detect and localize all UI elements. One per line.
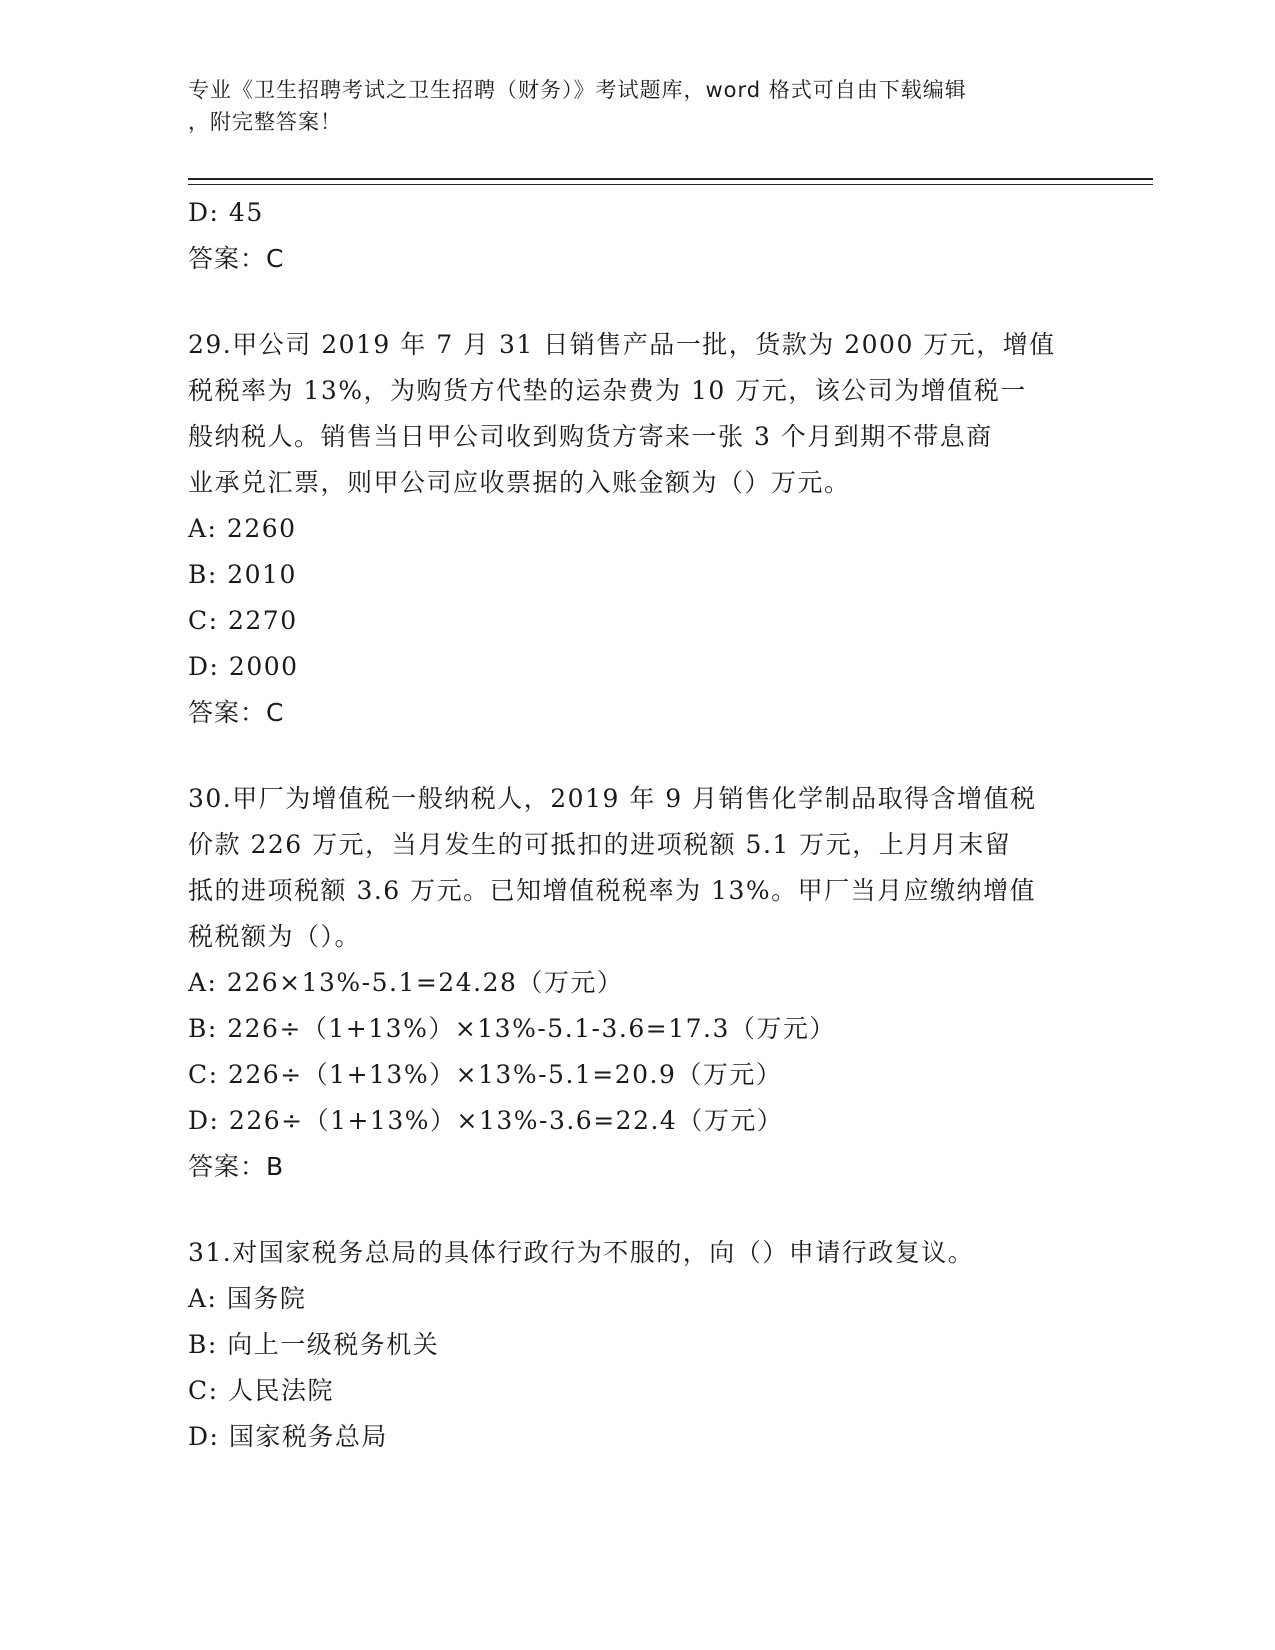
question-29 bbox=[188, 322, 1088, 736]
question-30-option-d: D: 226÷（1+13%）×13%-3.6=22.4（万元） bbox=[188, 1106, 784, 1135]
question-30-answer: 答案：B bbox=[188, 1152, 285, 1181]
question-30-line: 30.甲厂为增值税一般纳税人，2019 年 9 月销售化学制品取得含增值税 bbox=[188, 784, 1037, 813]
question-31-option-a: A: 国务院 bbox=[188, 1284, 307, 1313]
question-30-line: 税税额为（）。 bbox=[188, 922, 362, 951]
question-31-option-c: C: 人民法院 bbox=[188, 1376, 334, 1405]
question-29-line: 29.甲公司 2019 年 7 月 31 日销售产品一批，货款为 2000 万元，增值 bbox=[188, 330, 1056, 359]
question-29-line: 般纳税人。销售当日甲公司收到购货方寄来一张 3 个月到期不带息商 bbox=[188, 422, 993, 451]
question-30-line: 抵的进项税额 3.6 万元。已知增值税税率为 13%。甲厂当月应缴纳增值 bbox=[188, 876, 1037, 905]
question-29-option-a: A: 2260 bbox=[188, 514, 297, 543]
question-30-line: 价款 226 万元，当月发生的可抵扣的进项税额 5.1 万元，上月月末留 bbox=[188, 830, 1012, 859]
header-rule-thick bbox=[188, 178, 1153, 180]
spacer bbox=[188, 282, 1088, 322]
document-header bbox=[188, 74, 1068, 138]
header-line-2: ，附完整答案！ bbox=[188, 110, 342, 134]
question-31-option-b: B: 向上一级税务机关 bbox=[188, 1330, 440, 1359]
header-line-1: 专业《卫生招聘考试之卫生招聘（财务）》考试题库，word 格式可自由下载编辑 bbox=[188, 78, 967, 102]
prev-answer: 答案：C bbox=[188, 244, 285, 273]
question-31-option-d: D: 国家税务总局 bbox=[188, 1422, 388, 1451]
question-30-option-a: A: 226×13%-5.1=24.28（万元） bbox=[188, 968, 624, 997]
question-31-line: 31.对国家税务总局的具体行政行为不服的，向（）申请行政复议。 bbox=[188, 1238, 975, 1267]
question-29-option-c: C: 2270 bbox=[188, 606, 298, 635]
spacer bbox=[188, 736, 1088, 776]
question-31 bbox=[188, 1230, 1088, 1460]
question-30 bbox=[188, 776, 1088, 1190]
question-30-option-b: B: 226÷（1+13%）×13%-5.1-3.6=17.3（万元） bbox=[188, 1014, 836, 1043]
question-29-option-d: D: 2000 bbox=[188, 652, 299, 681]
prev-option-d: D: 45 bbox=[188, 198, 264, 227]
header-rule-thin bbox=[188, 184, 1153, 185]
question-29-answer: 答案：C bbox=[188, 698, 285, 727]
question-30-option-c: C: 226÷（1+13%）×13%-5.1=20.9（万元） bbox=[188, 1060, 783, 1089]
question-29-line: 业承兑汇票，则甲公司应收票据的入账金额为（）万元。 bbox=[188, 468, 851, 497]
spacer bbox=[188, 1190, 1088, 1230]
question-content bbox=[188, 190, 1088, 1460]
question-29-line: 税税率为 13%，为购货方代垫的运杂费为 10 万元，该公司为增值税一 bbox=[188, 376, 1027, 405]
question-29-option-b: B: 2010 bbox=[188, 560, 297, 589]
